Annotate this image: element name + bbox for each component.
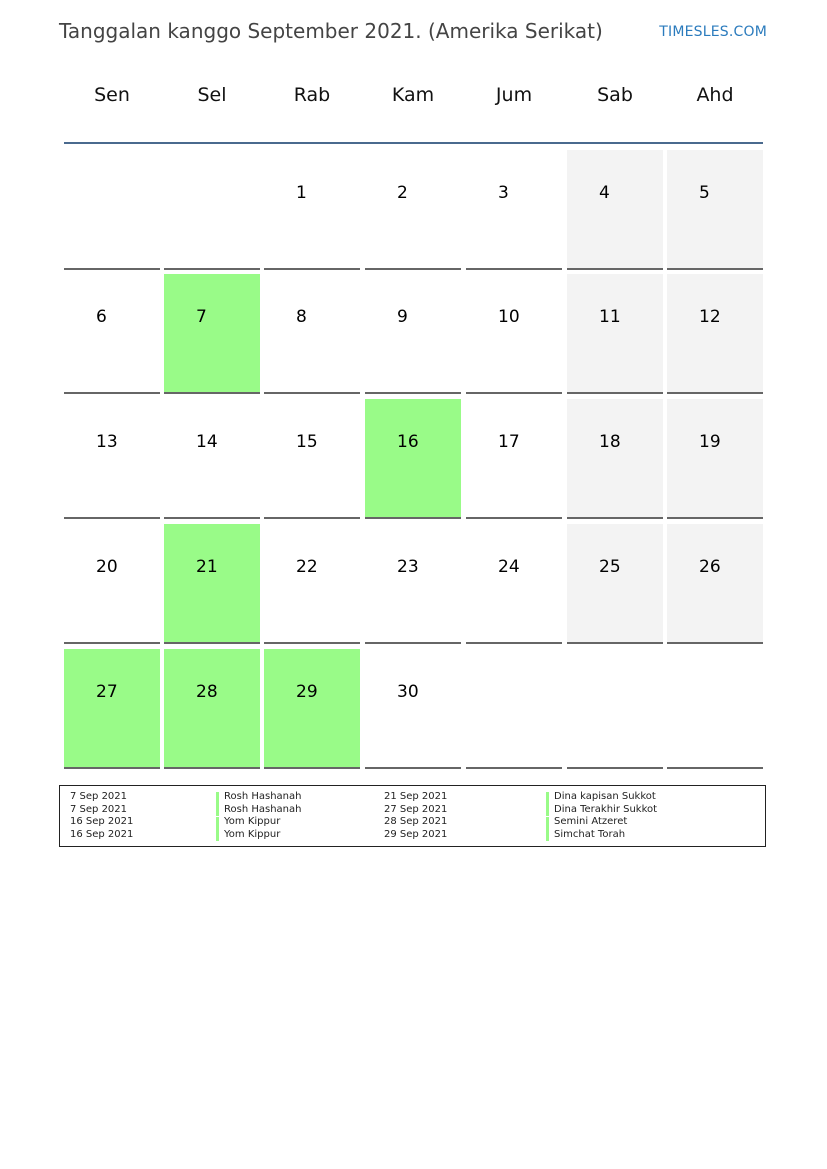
calendar-day-cell[interactable]: [164, 524, 260, 644]
day-number: 17: [498, 432, 520, 452]
calendar-day-cell[interactable]: [567, 274, 663, 394]
calendar-day-cell[interactable]: [365, 399, 461, 519]
calendar-empty-cell: [466, 649, 562, 769]
calendar-day-cell[interactable]: [64, 524, 160, 644]
day-number: 23: [397, 557, 419, 577]
legend-date: 27 Sep 2021: [384, 803, 448, 815]
calendar-day-cell[interactable]: [64, 649, 160, 769]
calendar-day-cell[interactable]: [667, 274, 763, 394]
weekday-label: Sen: [94, 84, 130, 106]
day-number: 15: [296, 432, 318, 452]
brand-link[interactable]: TIMESLES.COM: [659, 24, 767, 40]
legend-color-marker: [216, 792, 219, 804]
day-number: 1: [296, 183, 307, 203]
day-number: 11: [599, 307, 621, 327]
day-number: 24: [498, 557, 520, 577]
calendar-day-cell[interactable]: [466, 399, 562, 519]
day-number: 8: [296, 307, 307, 327]
weekday-header-row: [62, 84, 764, 124]
calendar-day-cell[interactable]: [264, 274, 360, 394]
calendar-day-cell[interactable]: [667, 150, 763, 270]
legend-color-marker: [546, 804, 549, 816]
calendar-day-cell[interactable]: [264, 399, 360, 519]
calendar-empty-cell: [567, 649, 663, 769]
legend-color-marker: [216, 817, 219, 829]
day-number: 16: [397, 432, 419, 452]
header-divider: [64, 142, 763, 144]
day-number: 26: [699, 557, 721, 577]
calendar-day-cell[interactable]: [365, 274, 461, 394]
legend-holiday-name: Dina Terakhir Sukkot: [554, 803, 658, 815]
calendar-day-cell[interactable]: [164, 649, 260, 769]
page-title: Tanggalan kanggo September 2021. (Amerika Serikat): [59, 19, 603, 43]
legend-date: 7 Sep 2021: [70, 791, 128, 802]
day-number: 12: [699, 307, 721, 327]
day-number: 14: [196, 432, 218, 452]
weekday-label: Kam: [391, 84, 435, 106]
day-number: 30: [397, 682, 419, 702]
legend-holiday-name: Rosh Hashanah: [224, 803, 302, 815]
day-number: 25: [599, 557, 621, 577]
legend-holiday-name: Semini Atzeret: [554, 816, 628, 827]
legend-date: 29 Sep 2021: [384, 828, 448, 840]
calendar-day-cell[interactable]: [466, 150, 562, 270]
holiday-legend: [59, 785, 766, 847]
legend-holiday-name: Rosh Hashanah: [224, 791, 302, 802]
weekday-label: Jum: [495, 84, 533, 106]
calendar-day-cell[interactable]: [365, 524, 461, 644]
day-number: 10: [498, 307, 520, 327]
legend-color-marker: [216, 804, 219, 816]
day-number: 29: [296, 682, 318, 702]
day-number: 18: [599, 432, 621, 452]
day-number: 6: [96, 307, 107, 327]
day-number: 7: [196, 307, 207, 327]
day-number: 21: [196, 557, 218, 577]
weekday-label: Ahd: [696, 84, 734, 106]
calendar-day-cell[interactable]: [264, 649, 360, 769]
calendar-empty-cell: [64, 150, 160, 270]
legend-color-marker: [216, 829, 219, 841]
calendar-day-cell[interactable]: [567, 150, 663, 270]
legend-date: 16 Sep 2021: [70, 828, 134, 840]
calendar-day-cell[interactable]: [164, 399, 260, 519]
calendar-day-cell[interactable]: [264, 150, 360, 270]
calendar-day-cell[interactable]: [164, 274, 260, 394]
day-number: 27: [96, 682, 118, 702]
calendar-empty-cell: [164, 150, 260, 270]
legend-holiday-name: Yom Kippur: [224, 816, 281, 827]
calendar-day-cell[interactable]: [567, 399, 663, 519]
calendar-day-cell[interactable]: [365, 150, 461, 270]
day-number: 5: [699, 183, 710, 203]
day-number: 4: [599, 183, 610, 203]
legend-color-marker: [546, 817, 549, 829]
calendar-day-cell[interactable]: [667, 399, 763, 519]
legend-holiday-name: Dina kapisan Sukkot: [554, 791, 656, 802]
calendar-day-cell[interactable]: [667, 524, 763, 644]
day-number: 19: [699, 432, 721, 452]
legend-color-marker: [546, 829, 549, 841]
day-number: 13: [96, 432, 118, 452]
calendar-day-cell[interactable]: [466, 524, 562, 644]
day-number: 9: [397, 307, 408, 327]
day-number: 22: [296, 557, 318, 577]
day-number: 28: [196, 682, 218, 702]
day-number: 2: [397, 183, 408, 203]
legend-color-marker: [546, 792, 549, 804]
weekday-label: Sab: [597, 84, 633, 106]
calendar-day-cell[interactable]: [365, 649, 461, 769]
legend-date: 7 Sep 2021: [70, 803, 128, 815]
legend-holiday-name: Simchat Torah: [554, 828, 626, 840]
weekday-label: Sel: [197, 84, 227, 106]
calendar-empty-cell: [667, 649, 763, 769]
calendar-day-cell[interactable]: [64, 399, 160, 519]
day-number: 3: [498, 183, 509, 203]
legend-date: 16 Sep 2021: [70, 816, 134, 827]
legend-date: 21 Sep 2021: [384, 791, 448, 802]
calendar-day-cell[interactable]: [264, 524, 360, 644]
calendar-day-cell[interactable]: [64, 274, 160, 394]
calendar-day-cell[interactable]: [466, 274, 562, 394]
legend-holiday-name: Yom Kippur: [224, 828, 281, 840]
calendar-day-cell[interactable]: [567, 524, 663, 644]
weekday-label: Rab: [293, 84, 331, 106]
day-number: 20: [96, 557, 118, 577]
legend-date: 28 Sep 2021: [384, 816, 448, 827]
